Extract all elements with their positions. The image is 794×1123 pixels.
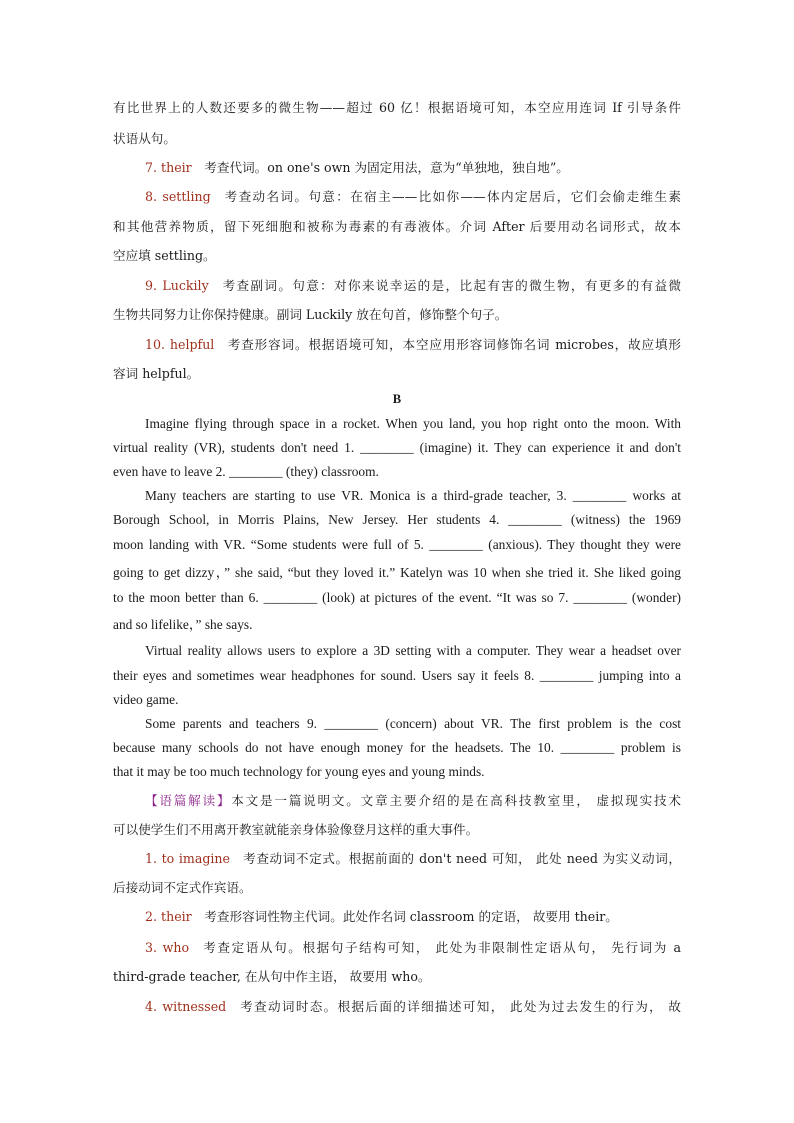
- passage-line: [113, 740, 681, 756]
- passage-line: [113, 590, 681, 606]
- section-heading: B: [392, 392, 402, 406]
- explanation-text: 考查动名词。句意：在宿主——比如你——体内定居后，它们会偷走维生素: [223, 189, 681, 204]
- passage-text: to the moon better than 6. ________ (look) at pictures of the event. “It was so 7. ________ (wonder): [113, 590, 681, 605]
- explanation-line: [113, 366, 681, 382]
- answer-key: 2. their: [145, 909, 192, 924]
- explanation-text: 考查形容词。根据语境可知，本空应用形容词修饰名词 microbes，故应填形: [226, 337, 681, 352]
- explanation-text: 状语从句。: [113, 131, 176, 146]
- explanation-line: [113, 248, 681, 264]
- analysis-text: 可以使学生们不用离开教室就能亲身体验像登月这样的重大事件。: [113, 822, 479, 837]
- analysis-line: [113, 822, 681, 838]
- passage-line: [113, 617, 681, 633]
- analysis-text: 考查定语从句。根据句子结构可知， 此处为非限制性定语从句， 先行词为 a: [201, 940, 681, 955]
- explanation-line: [113, 131, 681, 147]
- analysis-text: third-grade teacher, 在从句中作主语， 故要用 who。: [113, 969, 431, 984]
- explanation-text: 有比世界上的人数还要多的微生物——超过 60 亿！根据语境可知，本空应用连词 If 引导条件: [113, 100, 681, 115]
- passage-line: [113, 464, 681, 480]
- passage-text: virtual reality (VR), students don't need 1. ________ (imagine) it. They can experience it and don't: [113, 440, 681, 455]
- analysis-line: [145, 851, 681, 867]
- answer-key: 4. witnessed: [145, 999, 227, 1014]
- section-tag: 【语篇解读】: [145, 793, 232, 808]
- passage-text: video game.: [113, 692, 179, 707]
- passage-text: moon landing with VR. “Some students were full of 5. ________ (anxious). They thought they were: [113, 537, 681, 552]
- passage-line: [145, 416, 681, 432]
- explanation-line: [113, 307, 681, 323]
- explanation-line: [113, 219, 681, 235]
- passage-line: [113, 668, 681, 684]
- explanation-text: 容词 helpful。: [113, 366, 200, 381]
- passage-line: [113, 565, 681, 581]
- explanation-text: 考查代词。on one's own 为固定用法，意为“单独地，独自地”。: [204, 160, 569, 175]
- passage-text: their eyes and sometimes wear headphones for sound. Users say it feels 8. ________ jumping into a: [113, 668, 681, 683]
- passage-line: [113, 764, 681, 780]
- explanation-text: 生物共同努力让你保持健康。副词 Luckily 放在句首，修饰整个句子。: [113, 307, 508, 322]
- explanation-line: [145, 278, 681, 294]
- answer-key: 9. Luckily: [145, 278, 209, 293]
- answer-key: 7. their: [145, 160, 192, 175]
- analysis-text: 考查形容词性物主代词。此处作名词 classroom 的定语， 故要用 their。: [204, 909, 618, 924]
- passage-line: [113, 440, 681, 456]
- passage-line: [145, 716, 681, 732]
- analysis-line: [113, 880, 681, 896]
- passage-text: and so lifelike，” she says.: [113, 617, 253, 632]
- explanation-line: [145, 160, 681, 176]
- explanation-line: [145, 337, 681, 353]
- passage-line: [145, 643, 681, 659]
- passage-text: Some parents and teachers 9. ________ (concern) about VR. The first problem is the cost: [145, 716, 681, 731]
- answer-key: 10. helpful: [145, 337, 215, 352]
- analysis-text: 后接动词不定式作宾语。: [113, 880, 252, 895]
- passage-line: [113, 692, 681, 708]
- passage-text: Imagine flying through space in a rocket. When you land, you hop right onto the moon. With: [145, 416, 681, 431]
- analysis-text: 考查动词不定式。根据前面的 don't need 可知， 此处 need 为实义动词，: [242, 851, 681, 866]
- analysis-line: [145, 940, 681, 956]
- passage-line: [113, 537, 681, 553]
- answer-key: 3. who: [145, 940, 190, 955]
- analysis-line: [145, 909, 681, 925]
- passage-text: even have to leave 2. ________ (they) classroom.: [113, 464, 379, 479]
- passage-text: Virtual reality allows users to explore a 3D setting with a computer. They wear a headset over: [145, 643, 681, 658]
- passage-text: going to get dizzy，” she said, “but they loved it.” Katelyn was 10 when she tried it. She liked going: [113, 565, 681, 580]
- explanation-text: 空应填 settling。: [113, 248, 216, 263]
- analysis-text: 考查动词时态。根据后面的详细描述可知， 此处为过去发生的行为， 故: [238, 999, 681, 1014]
- passage-text: Borough School, in Morris Plains, New Jersey. Her students 4. ________ (witness) the 1969: [113, 512, 681, 527]
- passage-text: that it may be too much technology for young eyes and young minds.: [113, 764, 485, 779]
- analysis-line: [145, 793, 681, 809]
- analysis-text: 本文是一篇说明文。文章主要介绍的是在高科技教室里， 虚拟现实技术: [231, 793, 682, 808]
- explanation-text: 考查副词。句意：对你来说幸运的是，比起有害的微生物，有更多的有益微: [221, 278, 681, 293]
- answer-key: 1. to imagine: [145, 851, 230, 866]
- passage-text: because many schools do not have enough money for the headsets. The 10. ________ problem is: [113, 740, 681, 755]
- passage-line: [113, 512, 681, 528]
- explanation-line: [145, 189, 681, 205]
- explanation-text: 和其他营养物质，留下死细胞和被称为毒素的有毒液体。介词 After 后要用动名词形式，故本: [113, 219, 681, 234]
- analysis-line: [113, 969, 681, 985]
- passage-text: Many teachers are starting to use VR. Monica is a third-grade teacher, 3. ________ works at: [145, 488, 681, 503]
- analysis-line: [145, 999, 681, 1015]
- passage-line: [145, 488, 681, 504]
- answer-key: 8. settling: [145, 189, 211, 204]
- explanation-line: [113, 100, 681, 116]
